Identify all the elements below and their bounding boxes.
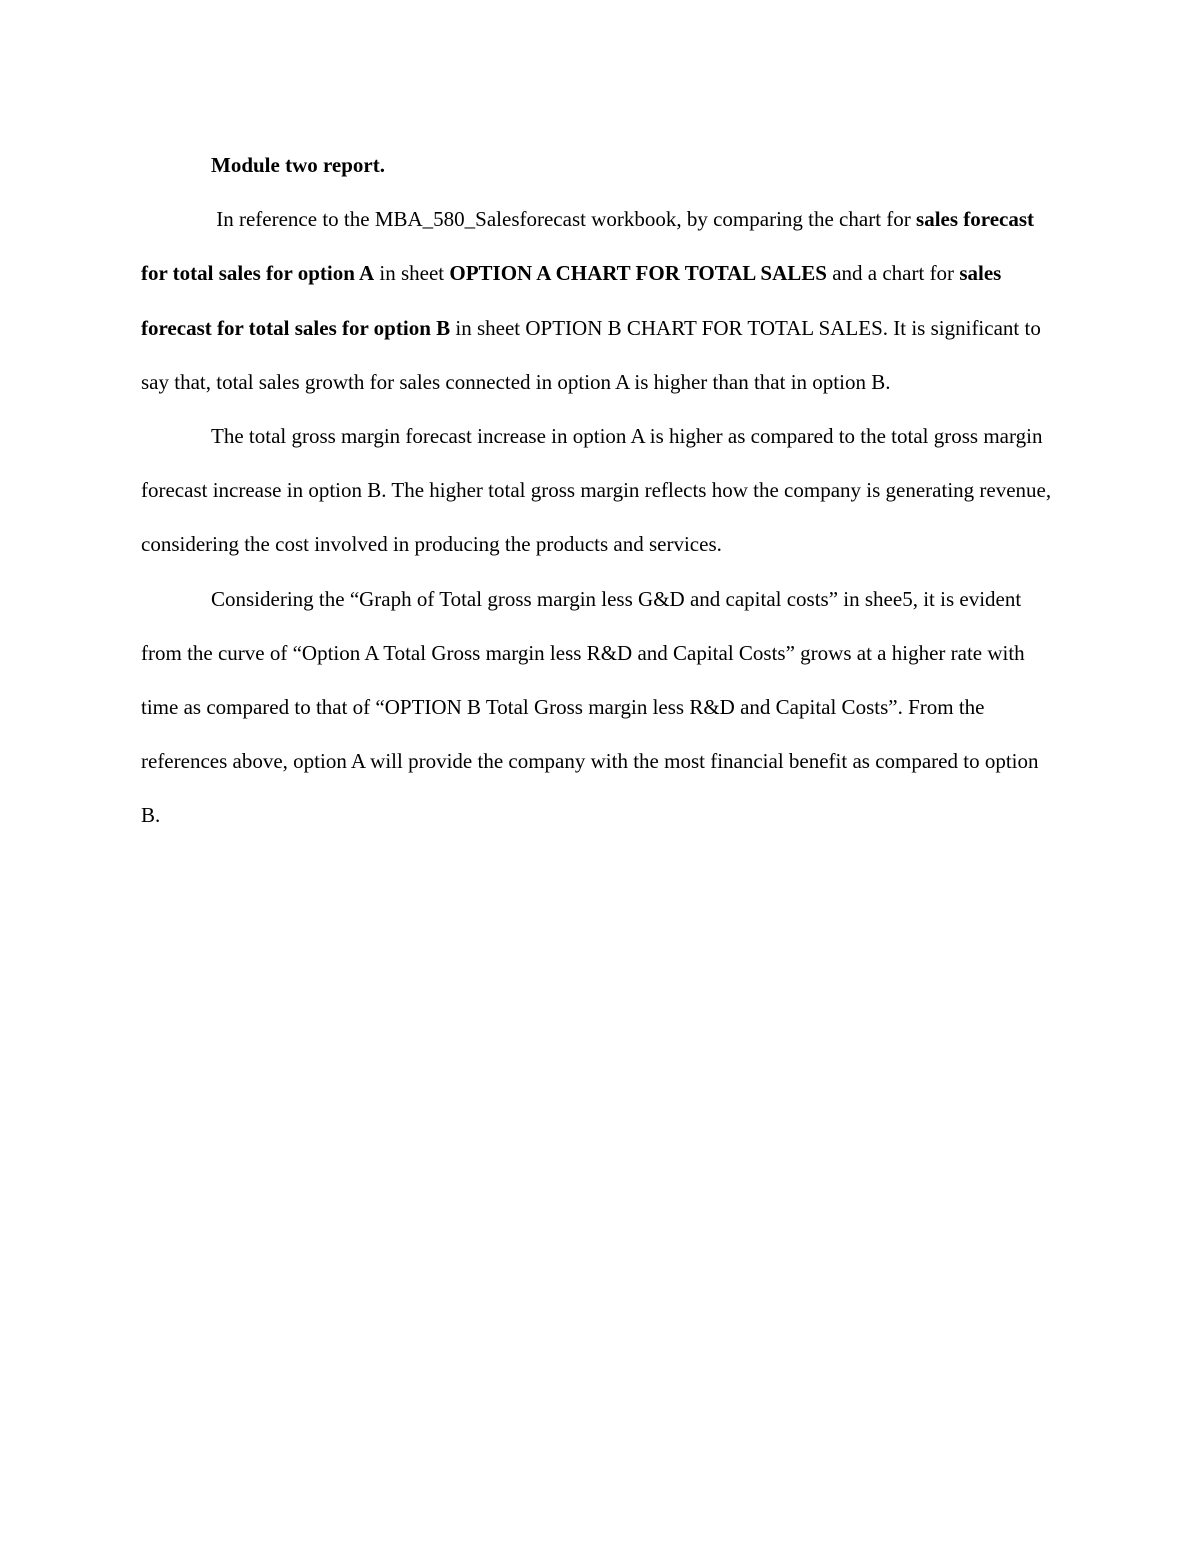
paragraph-1-text-3: and a chart for bbox=[826, 261, 960, 286]
document-body bbox=[141, 138, 1053, 843]
paragraph-1 bbox=[141, 192, 1053, 409]
paragraph-1-bold-1: sales forecast for total sales for option A bbox=[141, 207, 1035, 286]
paragraph-3: Considering the “Graph of Total gross margin less G&D and capital costs” in shee5, it is evident from the curve of “Option A Total Gross margin less R&D and Capital Costs” grows at a higher rate with time as compared to that of “OPTION B Total Gross margin less R&D and Capital Costs”. From the references above, option A will provide the company with the most financial benefit as compared to option B. bbox=[141, 586, 1039, 828]
paragraph-1-text-1: In reference to the MBA_580_Salesforecast workbook, by comparing the chart for bbox=[216, 207, 917, 232]
paragraph-1-text-4: in sheet OPTION B CHART FOR TOTAL SALES. It is significant to say that, total sales growth for sales connected in option A is higher than that in option B. bbox=[141, 315, 1041, 394]
paragraph-1-bold-2: OPTION A CHART FOR TOTAL SALES bbox=[449, 261, 827, 286]
report-heading: Module two report. bbox=[211, 153, 385, 177]
paragraph-2: The total gross margin forecast increase in option A is higher as compared to the total gross margin forecast increase in option B. The higher total gross margin reflects how the company is generating revenue, considering the cost involved in producing the products and services. bbox=[141, 424, 1052, 557]
paragraph-1-bold-3: sales forecast for total sales for option B bbox=[141, 261, 1002, 340]
paragraph-1-text-2: in sheet bbox=[374, 261, 450, 286]
